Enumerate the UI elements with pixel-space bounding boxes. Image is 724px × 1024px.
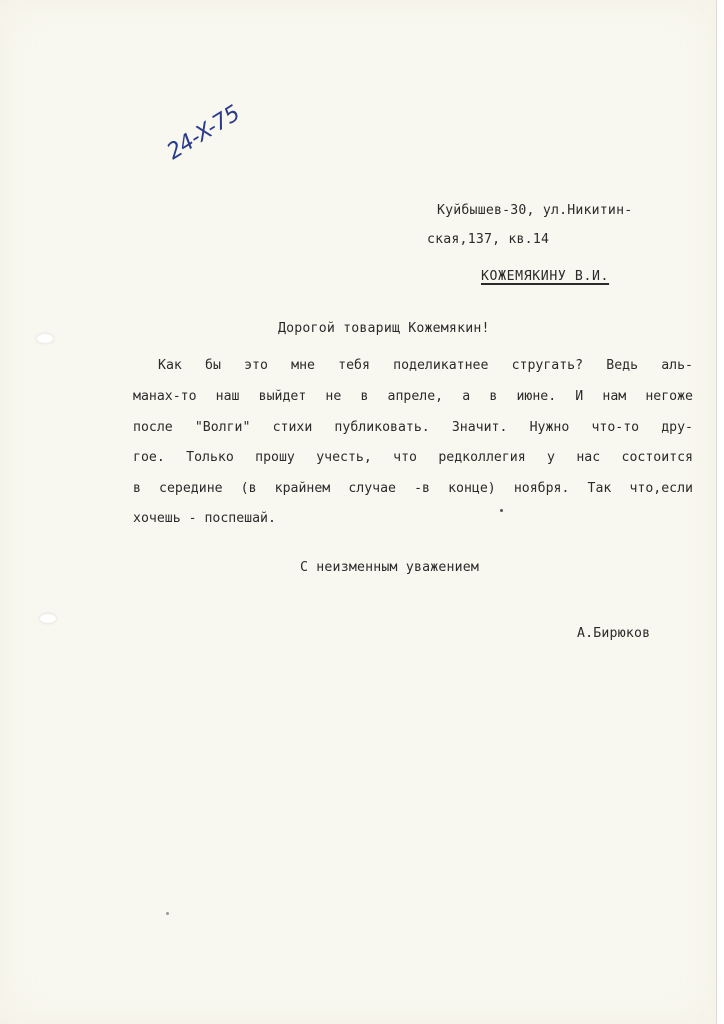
address-line-2: ская,137, кв.14 — [427, 232, 550, 247]
body-line: гое. Только прошу учесть, что редколлегия у нас состоится — [133, 450, 693, 465]
body-line: манах-то наш выйдет не в апреле, а в июне. И нам негоже — [133, 389, 693, 404]
ink-speck — [500, 509, 503, 512]
body-line: после "Волги" стихи публиковать. Значит. Нужно что-то дру- — [133, 420, 693, 435]
handwritten-date: 24-X-75 — [162, 101, 245, 165]
signature: А.Бирюков — [577, 626, 651, 641]
body-line: хочешь - поспешай. — [133, 511, 276, 526]
address-line-1: Куйбышев-30, ул.Никитин- — [437, 203, 633, 218]
body-line: в середине (в крайнем случае -в конце) ноября. Так что,если — [133, 481, 693, 496]
punch-hole — [37, 334, 53, 343]
closing: С неизменным уважением — [300, 560, 480, 575]
salutation: Дорогой товарищ Кожемякин! — [278, 321, 490, 336]
recipient-name: КОЖЕМЯКИНУ В.И. — [481, 269, 610, 284]
body-line: Как бы это мне тебя поделикатнее стругать? Ведь аль- — [158, 358, 693, 373]
ink-speck — [166, 912, 169, 915]
punch-hole — [40, 614, 56, 623]
